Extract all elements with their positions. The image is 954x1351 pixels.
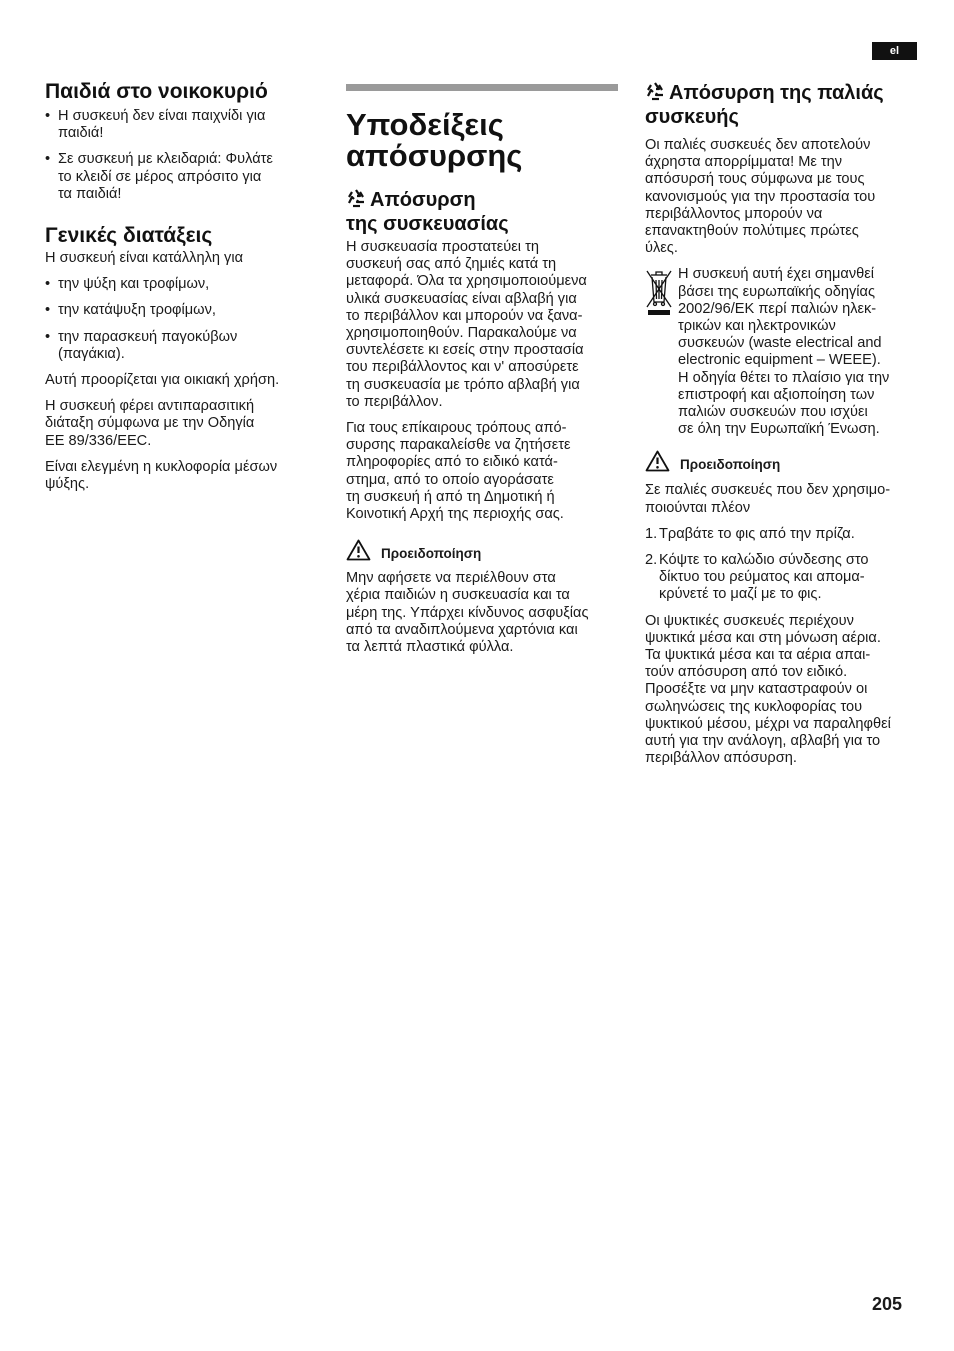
list-item: • την κατάψυξη τροφίμων, [45, 302, 216, 319]
step-item: 2. Κόψτε το καλώδιο σύνδεσης στο δίκτυο του ρεύματος και απομα- κρύνετέ το μαζί με το φις. [645, 552, 869, 603]
old-appliance-paragraph: Οι παλιές συσκευές δεν αποτελούν άχρηστα απορρίμματα! Με την απόσυρσή τους σύμφωνα με τους κανονισμούς για την προστασία του περιβάλλοντος μπορούν να επανακτηθούν πολύτιμες πρώτες ύλες. [645, 137, 876, 257]
general-heading: Γενικές διατάξεις [45, 224, 213, 248]
weee-text: Η συσκευή αυτή έχει σημανθεί βάσει της ευρωπαϊκής οδηγίας 2002/96/ΕΚ περί παλιών ηλεκ- τρικών και ηλεκτρονικών συσκευών (waste electrical and electronic equipment – WEEE). Η οδηγία θέτει το πλαίσιο για την επιστροφή και αξιοποίηση των παλιών συσκευών που ισχύει σε όλη την Ευρωπαϊκή Ένωση. [678, 266, 890, 438]
children-heading: Παιδιά στο νοικοκυριό [45, 80, 268, 103]
recycle-icon [346, 188, 366, 213]
packaging-paragraph: Η συσκευασία προστατεύει τη συσκευή σας από ζημιές κατά τη μεταφορά. Όλα τα χρησιμοποιούμενα υλικά συσκευασίας είναι αβλαβή για το περιβάλλον και μπορούν να ξανα- χρησιμοποιηθούν. Παρακαλούμε να συντελέσετε κι εσείς στην προστασία του περιβάλλοντος και ν' αποσύρετε τη συσκευασία με τρόπο αβλαβή για το περιβάλλον. [346, 239, 587, 410]
warning-text: Μην αφήσετε να περιέλθουν στα χέρια παιδιών η συσκευασία και τα μέρη της. Υπάρχει κίνδυνος ασφυξίας από τα αναδιπλούμενα χαρτόνια και τα λεπτά πλαστικά φύλλα. [346, 570, 589, 656]
tested-text: Είναι ελεγμένη η κυκλοφορία μέσων ψύξης. [45, 458, 278, 493]
list-item: • Η συσκευή δεν είναι παιχνίδι για παιδιά! [45, 108, 266, 142]
list-item: • Σε συσκευή με κλειδαριά: Φυλάτε το κλειδί σε μέρος απρόσιτο για τα παιδιά! [45, 151, 273, 202]
disposal-info-paragraph: Για τους επίκαιρους τρόπους από- συρσης παρακαλείσθε να ζητήσετε πληροφορίες από το ειδικό κατά- στημα, από το οποίο αγοράσατε τη συσκευή ή από τη Δημοτική ή Κοινοτική Αρχή της περιοχής σας. [346, 420, 571, 523]
column-household [45, 0, 307, 493]
warning-icon [346, 539, 371, 561]
warning-label: Προειδοποίηση [346, 539, 618, 561]
section-divider [346, 84, 618, 91]
packaging-heading: Απόσυρση της συσκευασίας [346, 189, 509, 235]
step-item: 1. Τραβάτε το φις από την πρίζα. [645, 525, 855, 542]
home-use-text: Αυτή προορίζεται για οικιακή χρήση. [45, 372, 280, 389]
column-old-appliance [645, 0, 920, 768]
old-appliance-heading: Απόσυρση της παλιάς συσκευής [645, 82, 884, 128]
page-number: 205 [872, 1294, 903, 1314]
recycle-icon [645, 81, 665, 106]
language-code: el [889, 45, 900, 57]
list-item: • την παρασκευή παγοκύβων (παγάκια). [45, 328, 238, 362]
column-disposal [346, 0, 618, 656]
interference-text: Η συσκευή φέρει αντιπαρασιτική διάταξη σύμφωνα με την Οδηγία EE 89/336/EEC. [45, 398, 255, 449]
crossed-bin-icon [645, 266, 678, 438]
warning-intro: Σε παλιές συσκευές που δεν χρησιμο- ποιούνται πλέον [645, 482, 891, 516]
warning-label: Προειδοποίηση [645, 450, 920, 472]
general-intro: Η συσκευή είναι κατάλληλη για [45, 250, 244, 267]
refrigerant-paragraph: Οι ψυκτικές συσκευές περιέχουν ψυκτικά μέσα και στη μόνωση αέρια. Τα ψυκτικά μέσα και τα αέρια απαι- τούν απόσυρση από τον ειδικό. Προσέξτε να μην καταστραφούν οι σωληνώσεις της κυκλοφορίας του ψυκτικού μέσου, μέχρι να παραληφθεί αυτή για την ανάλογη, αβλαβή για το περιβάλλον απόσυρση. [645, 612, 891, 767]
weee-block [645, 266, 920, 438]
children-list [45, 108, 307, 203]
warning-icon [645, 450, 670, 472]
page-title: Υποδείξεις απόσυρσης [346, 107, 523, 173]
list-item: • την ψύξη και τροφίμων, [45, 276, 210, 293]
